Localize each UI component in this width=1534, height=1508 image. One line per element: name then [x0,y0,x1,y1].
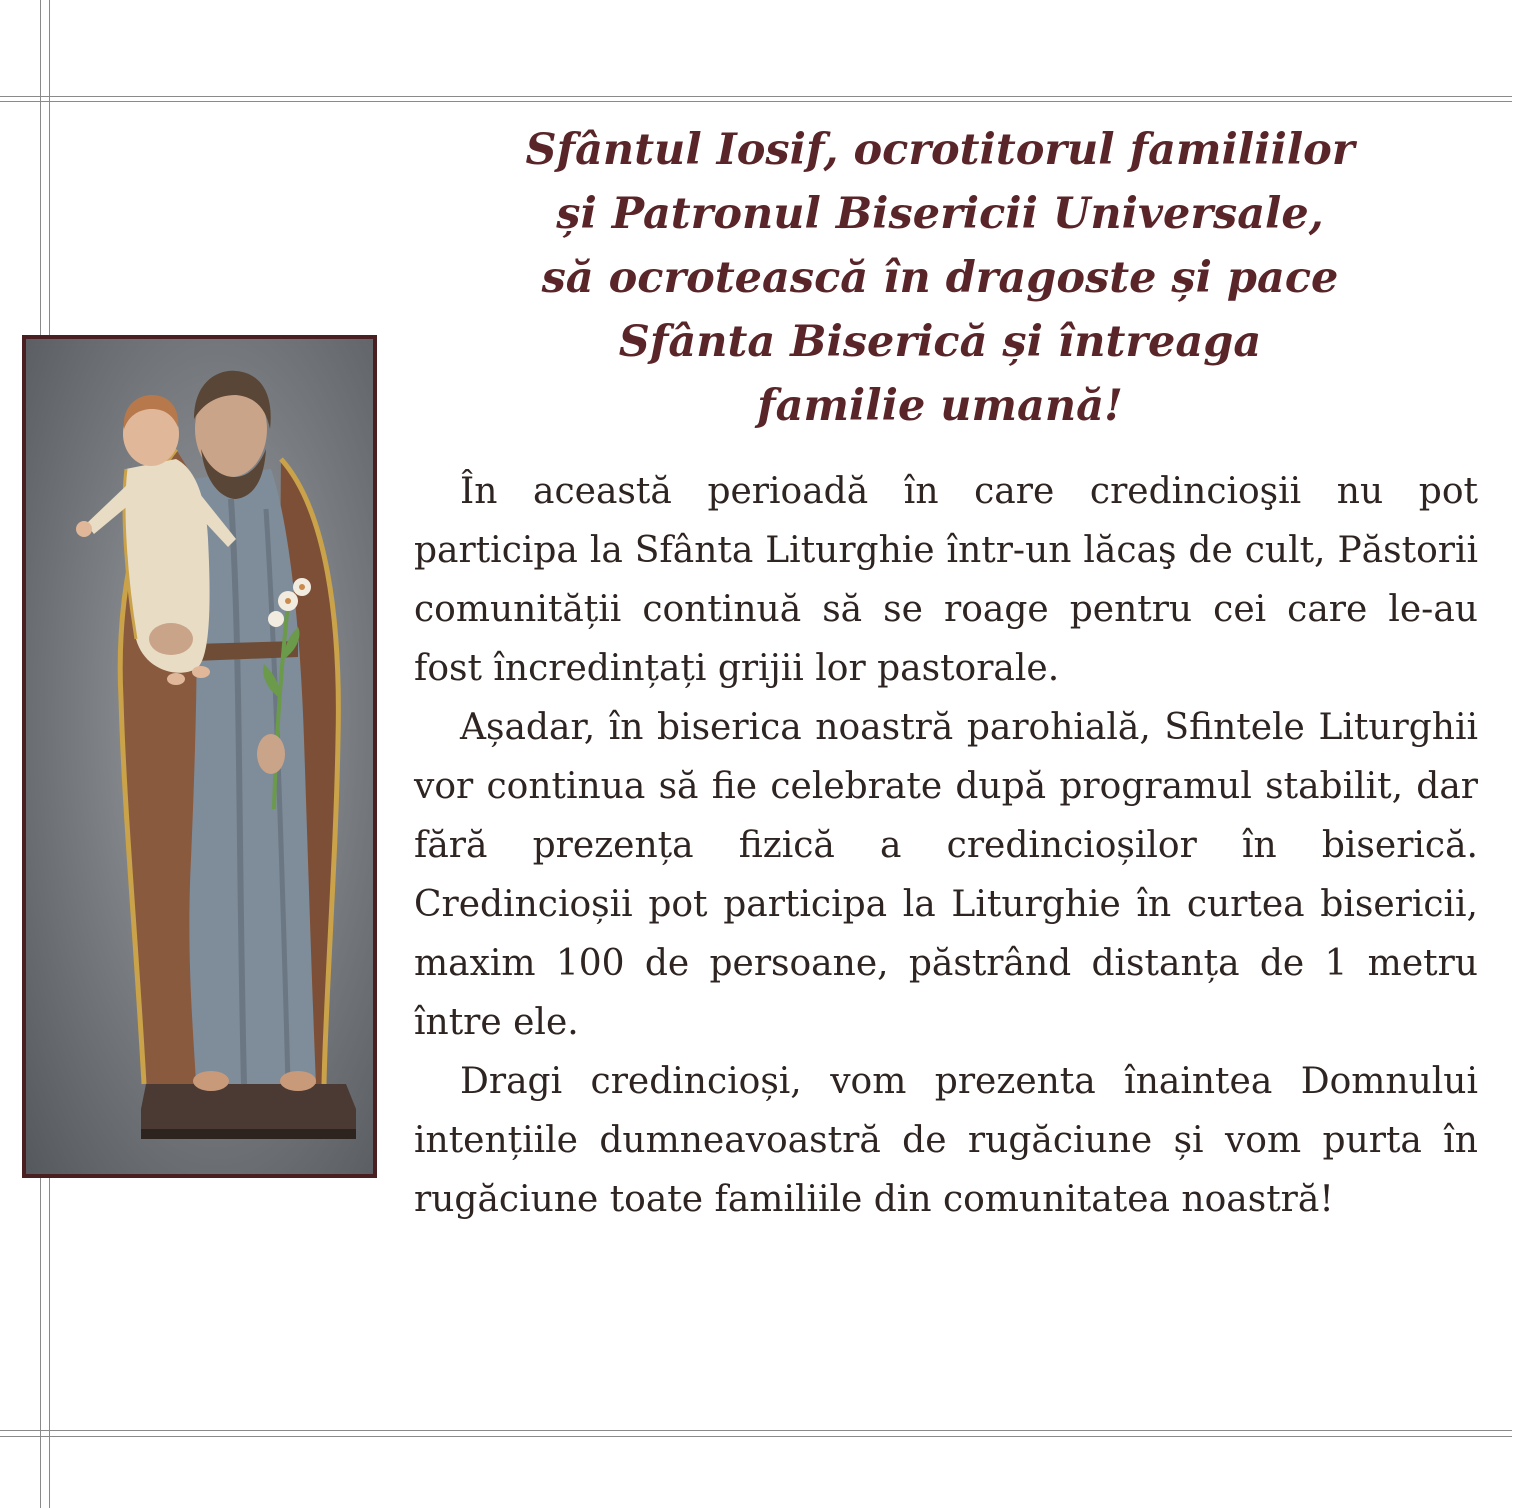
title-line-4: Sfânta Biserică și întreaga [618,317,1262,367]
announcement-body [414,462,1478,1229]
paragraph-2: Așadar, în biserica noastră parohială, Sfintele Liturghii vor continua să fie celebrate după programul stabilit, dar fără prezența fizică a credincioșilor în biserică. Credincioșii pot participa la Liturghie în curtea bisericii, maxim 100 de persoane, păstrând distanța de 1 metru între ele. [414,707,1478,1043]
top-rule-upper [0,96,1512,97]
bottom-rule-upper [0,1430,1512,1431]
page-title [430,118,1450,438]
saint-joseph-statue-illustration [26,339,373,1174]
title-line-1: Sfântul Iosif, ocrotitorul familiilor [525,125,1355,175]
statue-photo [22,335,377,1178]
paragraph-1: În această perioadă în care credincioşii nu pot participa la Sfânta Liturghie într-un lăcaş de cult, Păstorii comunității continuă să se roage pentru cei care le-au fost încredințați grijii lor pastorale. [414,471,1478,689]
title-line-3: să ocrotească în dragoste și pace [541,253,1339,303]
top-rule-lower [0,101,1512,102]
title-line-2: și Patronul Bisericii Universale, [556,189,1324,239]
title-line-5: familie umană! [757,381,1123,431]
bottom-rule-lower [0,1436,1512,1437]
paragraph-3: Dragi credincioși, vom prezenta înaintea Domnului intențiile dumneavoastră de rugăciune și vom purta în rugăciune toate familiile din comunitatea noastră! [414,1061,1478,1220]
